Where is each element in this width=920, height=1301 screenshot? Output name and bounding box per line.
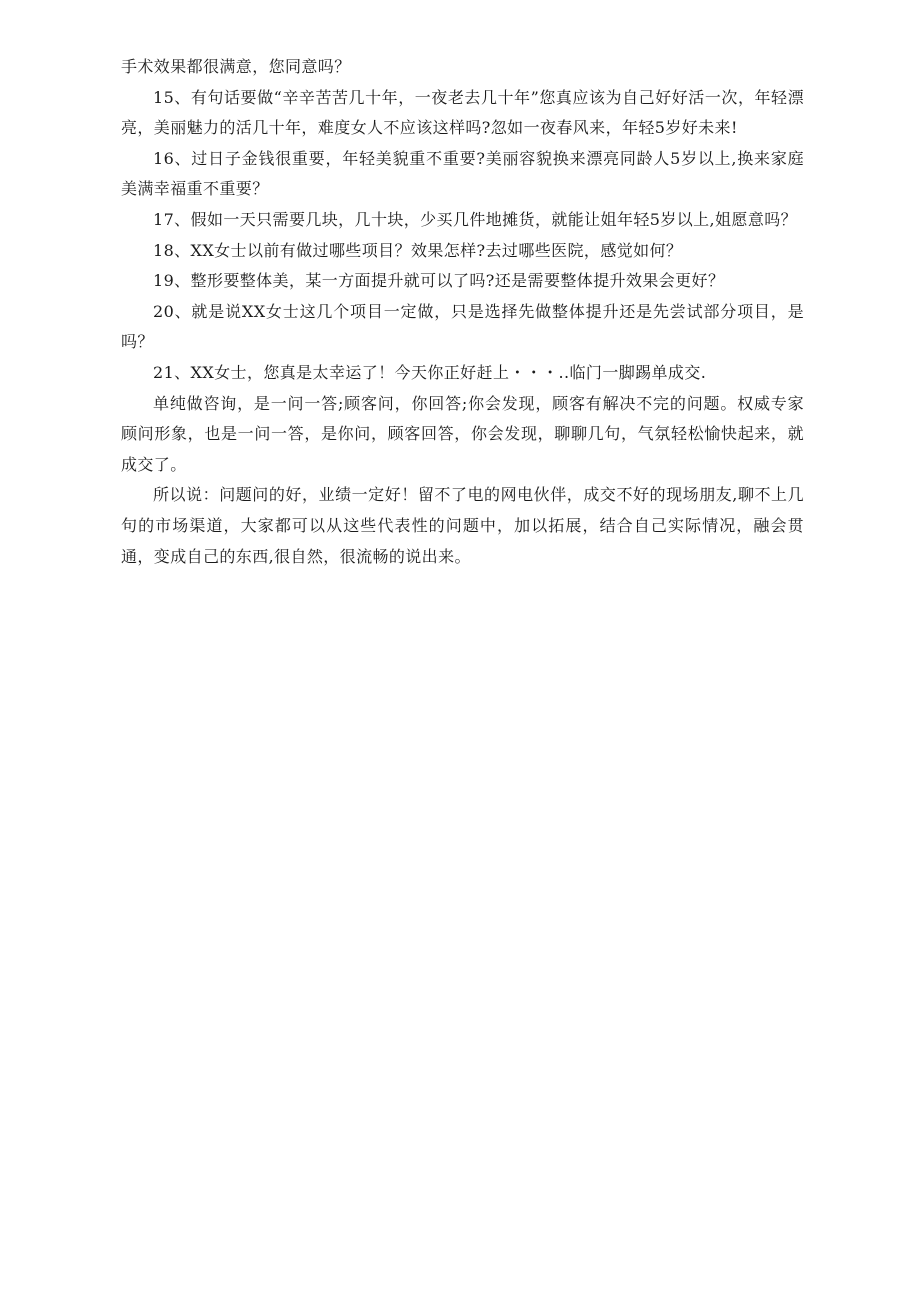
paragraph-conclusion: 所以说：问题问的好，业绩一定好！留不了电的网电伙伴，成交不好的现场朋友,聊不上几句的市场渠道，大家都可以从这些代表性的问题中，加以拓展，结合自己实际情况，融会贯通，变成自己的东西,很自然，很流畅的说出来。 (121, 485, 804, 566)
document-body (121, 52, 804, 572)
paragraph-question-21: 21、XX女士，您真是太幸运了！今天你正好赶上・・・..临门一脚踢单成交. (153, 362, 707, 382)
paragraph-question-15: 15、有句话要做“辛辛苦苦几十年，一夜老去几十年”您真应该为自己好好活一次，年轻漂亮，美丽魅力的活几十年，难度女人不应该这样吗?忽如一夜春风来，年轻5岁好未来! (121, 87, 804, 138)
paragraph-question-17: 17、假如一天只需要几块，几十块，少买几件地摊货，就能让姐年轻5岁以上,姐愿意吗？ (153, 209, 798, 229)
paragraph-continuation: 手术效果都很满意，您同意吗？ (121, 57, 351, 76)
paragraph-question-18: 18、XX女士以前有做过哪些项目？效果怎样?去过哪些医院，感觉如何？ (153, 240, 683, 260)
paragraph-question-16: 16、过日子金钱很重要，年轻美貌重不重要?美丽容貌换来漂亮同龄人5岁以上,换来家庭美满幸福重不重要？ (121, 148, 804, 199)
paragraph-consultation-note: 单纯做咨询，是一问一答;顾客问，你回答;你会发现，顾客有解决不完的问题。权威专家顾问形象，也是一问一答，是你问，顾客回答，你会发现，聊聊几句，气氛轻松愉快起来，就成交了。 (121, 393, 804, 474)
paragraph-question-19: 19、整形要整体美，某一方面提升就可以了吗?还是需要整体提升效果会更好？ (153, 271, 725, 291)
paragraph-question-20: 20、就是说XX女士这几个项目一定做，只是选择先做整体提升还是先尝试部分项目，是吗？ (121, 301, 804, 352)
